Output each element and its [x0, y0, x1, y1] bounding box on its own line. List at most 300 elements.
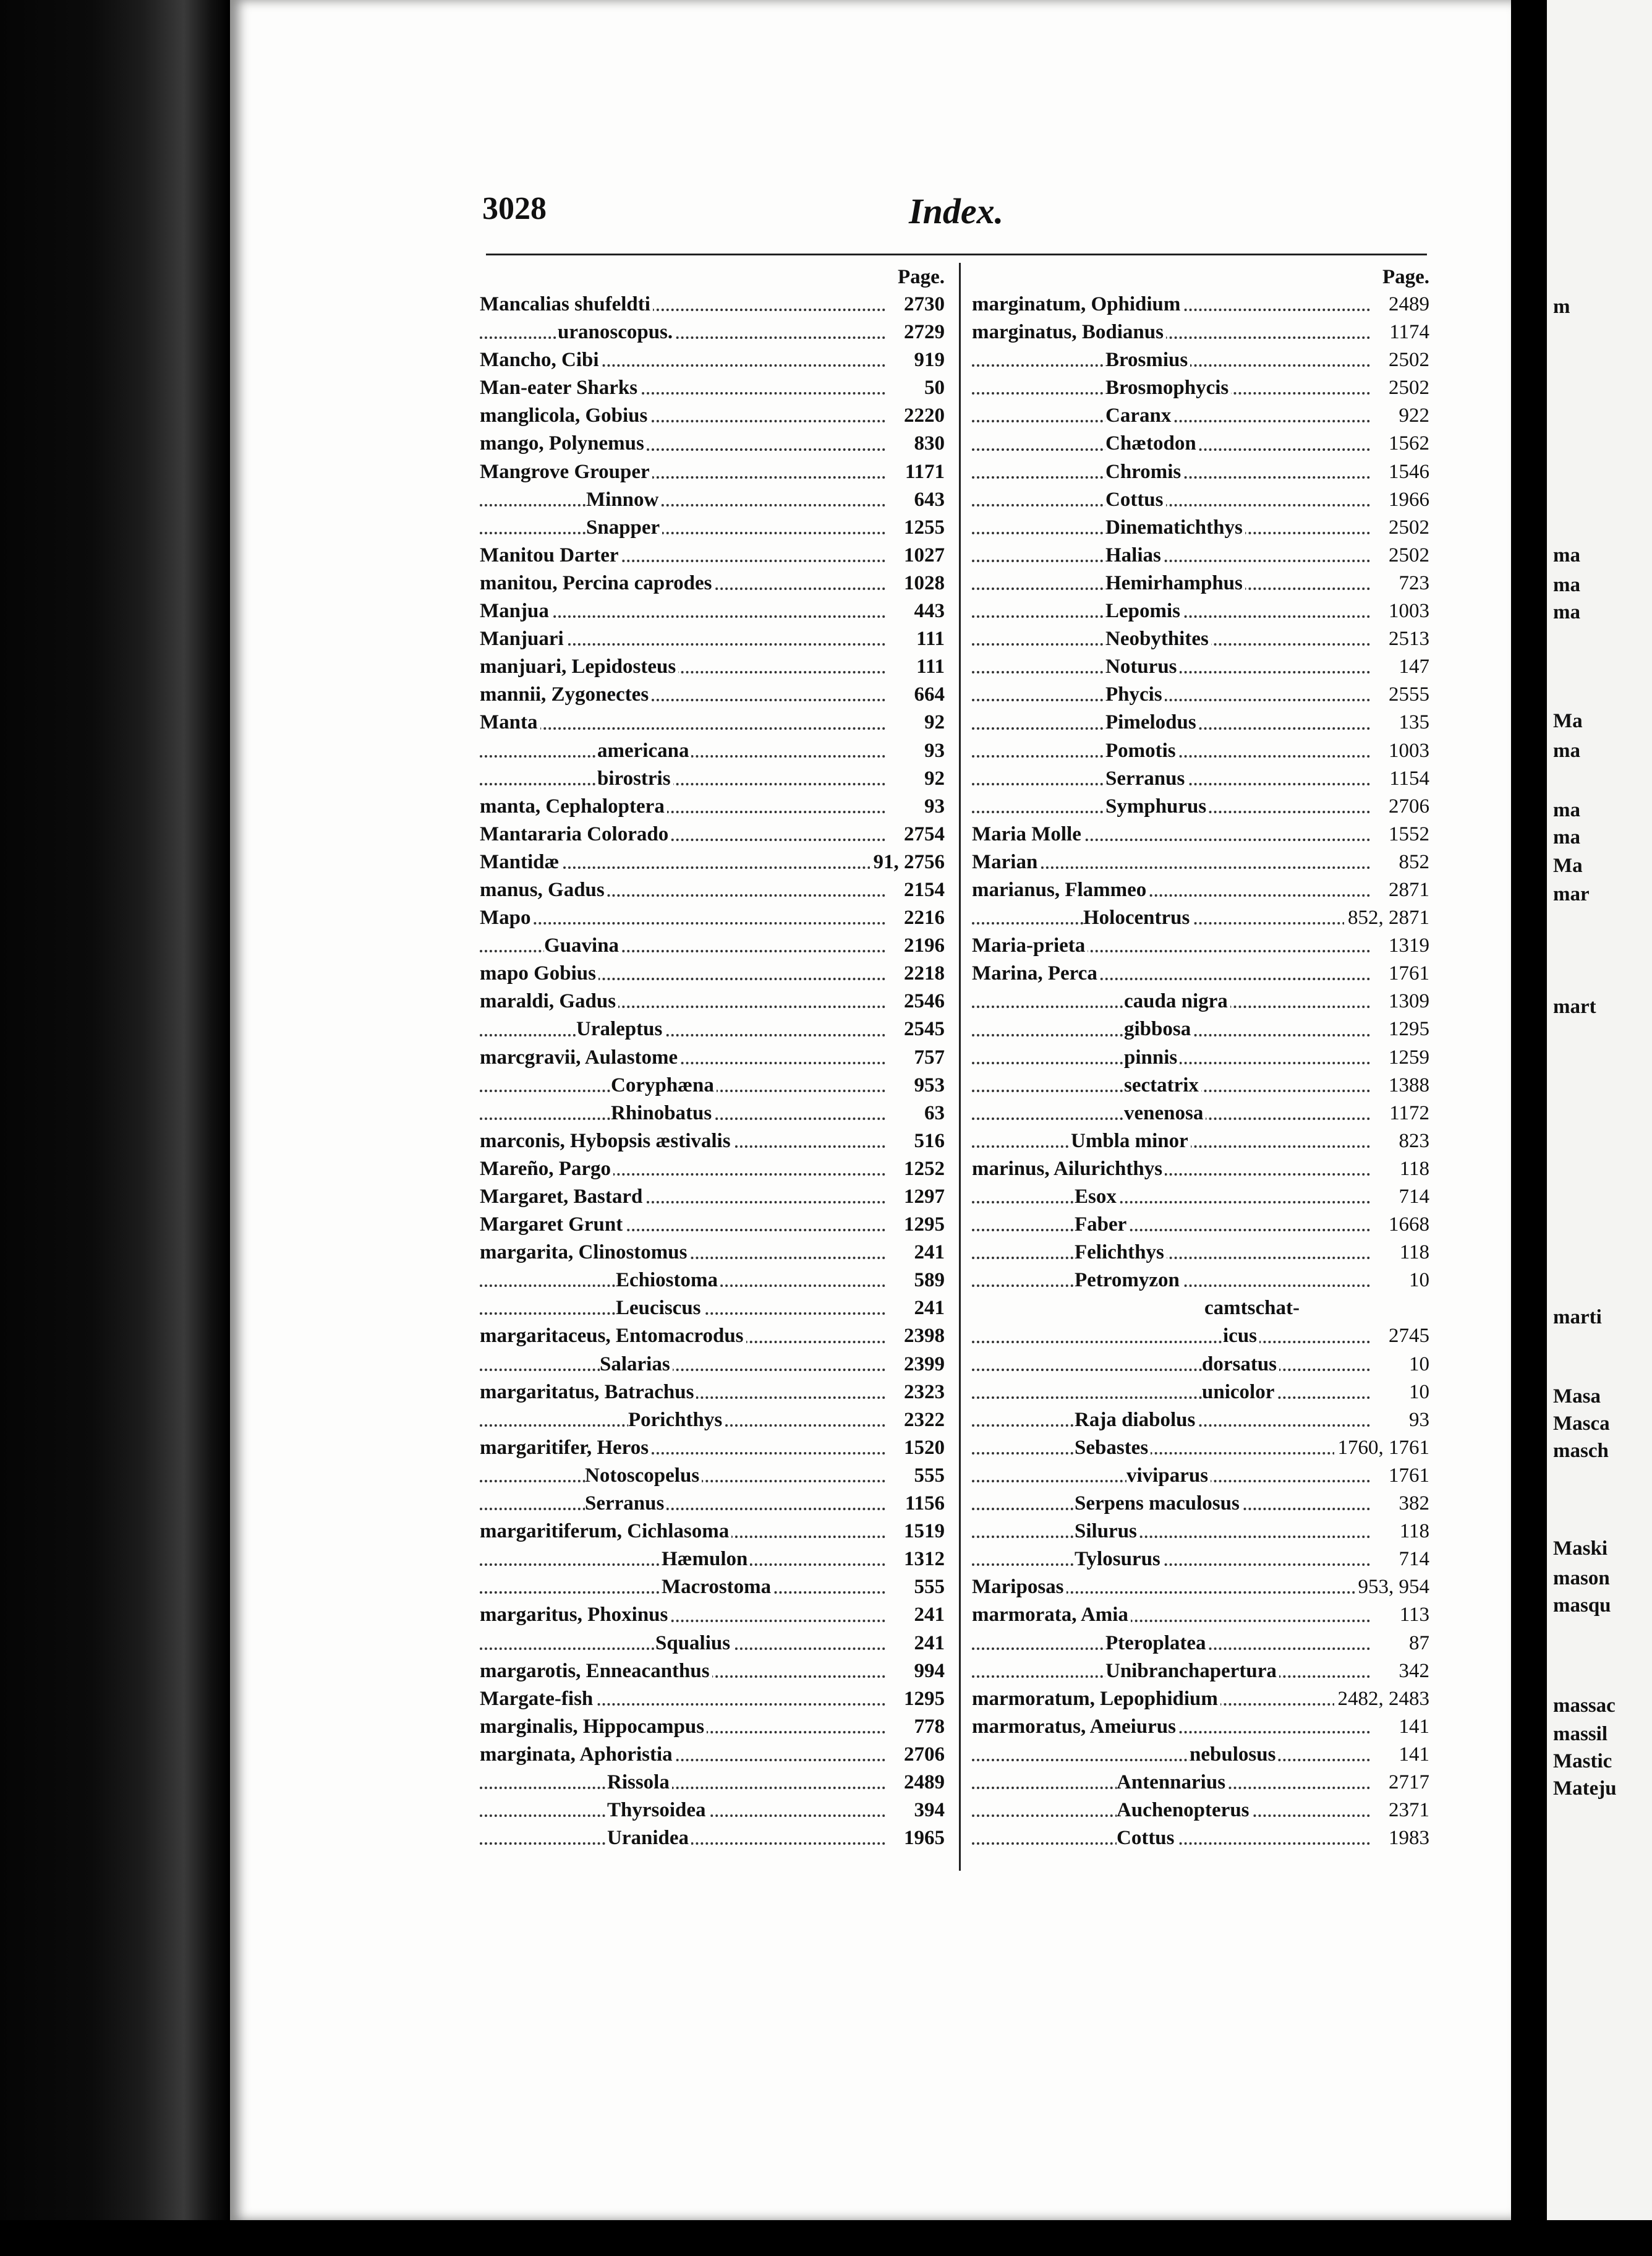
entry-name: Felichthys — [1075, 1239, 1167, 1267]
entry-name: Squalius — [655, 1630, 733, 1657]
entry-page: 2323 — [900, 1378, 945, 1406]
page-header — [482, 190, 1428, 231]
dot-leader — [972, 1759, 1370, 1761]
entry-page: 2513 — [1385, 625, 1429, 653]
index-entry — [480, 346, 945, 374]
entry-name: dorsatus — [1202, 1351, 1279, 1378]
entry-name: Mapo — [480, 904, 534, 932]
dot-leader — [480, 532, 885, 534]
index-entry — [480, 1601, 945, 1629]
index-entry — [480, 1713, 945, 1741]
entry-page: 2216 — [900, 904, 945, 932]
entry-page: 2489 — [1385, 291, 1429, 318]
scan-binding-shadow — [0, 0, 230, 2256]
index-entry — [480, 988, 945, 1015]
entry-page: 1297 — [900, 1183, 945, 1211]
entry-page: 555 — [911, 1573, 945, 1601]
dot-leader — [480, 1787, 885, 1789]
index-entry — [480, 1462, 945, 1490]
adjacent-page-fragment: mar — [1553, 883, 1590, 905]
adjacent-page-edge — [1547, 0, 1652, 2239]
entry-name: unicolor — [1202, 1378, 1277, 1406]
entry-page: 778 — [911, 1713, 945, 1741]
index-entry — [480, 1406, 945, 1434]
index-entry — [972, 1462, 1429, 1490]
dot-leader — [972, 699, 1370, 701]
entry-page: 1552 — [1385, 821, 1429, 848]
entry-name: uranoscopus. — [558, 318, 675, 346]
entry-name: pinnis — [1124, 1044, 1180, 1072]
index-entry — [972, 1183, 1429, 1211]
entry-page: 1027 — [900, 542, 945, 570]
entry-name: Mangrove Grouper — [480, 458, 652, 486]
index-entry — [972, 1518, 1429, 1545]
index-entry — [972, 1545, 1429, 1573]
entry-page: 2706 — [900, 1741, 945, 1769]
index-entry — [972, 291, 1429, 318]
entry-page: 118 — [1396, 1518, 1429, 1545]
header-rule — [486, 254, 1427, 255]
adjacent-page-fragment: Masa — [1553, 1385, 1601, 1408]
entry-page: 1295 — [900, 1685, 945, 1713]
index-entry — [972, 765, 1429, 793]
entry-page: 50 — [921, 374, 945, 402]
index-entry — [480, 737, 945, 765]
entry-page: 2502 — [1385, 514, 1429, 542]
index-entry — [972, 709, 1429, 737]
entry-name: Cottus — [1105, 486, 1166, 514]
index-entry — [480, 793, 945, 821]
index-entry — [972, 876, 1429, 904]
entry-name: manta, Cephaloptera — [480, 793, 667, 821]
column-divider — [959, 263, 961, 1871]
entry-page: 2545 — [900, 1015, 945, 1043]
dot-leader — [972, 504, 1370, 506]
adjacent-page-fragment: mart — [1553, 996, 1596, 1018]
entry-page: 2399 — [900, 1351, 945, 1378]
entry-page: 2717 — [1385, 1769, 1429, 1797]
index-entry-list — [480, 291, 945, 1852]
entry-page: 1760, 1761 — [1334, 1434, 1430, 1462]
entry-name: marmoratum, Lepophidium — [972, 1685, 1220, 1713]
entry-page: 1966 — [1385, 486, 1429, 514]
entry-page: 919 — [911, 346, 945, 374]
entry-name: Macrostoma — [662, 1573, 773, 1601]
index-entry — [972, 904, 1429, 932]
entry-page: 10 — [1405, 1267, 1429, 1294]
adjacent-page-fragment: mason — [1553, 1567, 1610, 1589]
column-heading — [480, 265, 945, 291]
entry-name: Silurus — [1075, 1518, 1139, 1545]
adjacent-page-fragment: Ma — [1553, 710, 1583, 732]
index-entry — [480, 486, 945, 514]
entry-name: Pomotis — [1105, 737, 1178, 765]
page-gutter — [1511, 0, 1547, 2256]
entry-name: americana — [597, 737, 691, 765]
entry-name: Esox — [1075, 1183, 1119, 1211]
entry-page: 241 — [911, 1239, 945, 1267]
index-entry — [480, 1044, 945, 1072]
entry-name: Margaret Grunt — [480, 1211, 625, 1239]
entry-name: icus — [1223, 1322, 1259, 1350]
index-column-left — [480, 265, 945, 1852]
index-entry — [972, 681, 1429, 709]
index-entry — [972, 430, 1429, 458]
adjacent-page-fragment: Mateju — [1553, 1777, 1617, 1800]
index-entry — [480, 1518, 945, 1545]
entry-name: Brosmius — [1105, 346, 1190, 374]
index-entry-list — [972, 291, 1429, 1852]
index-entry — [480, 458, 945, 486]
entry-name: margaritaceus, Entomacrodus — [480, 1322, 746, 1350]
entry-name: Snapper — [586, 514, 662, 542]
index-entry — [972, 1072, 1429, 1100]
entry-name: marginata, Aphoristia — [480, 1741, 675, 1769]
index-entry — [480, 1072, 945, 1100]
index-entry — [480, 291, 945, 318]
dot-leader — [480, 1369, 885, 1371]
index-entry — [480, 1322, 945, 1350]
index-entry — [480, 1239, 945, 1267]
entry-page: 141 — [1395, 1741, 1430, 1769]
entry-name: Marina, Perca — [972, 960, 1100, 988]
entry-page: 714 — [1395, 1545, 1430, 1573]
adjacent-page-fragment: marti — [1553, 1306, 1602, 1328]
entry-page: 1312 — [900, 1545, 945, 1573]
entry-page: 1174 — [1386, 318, 1429, 346]
entry-name: Thyrsoidea — [607, 1797, 709, 1824]
entry-page: 118 — [1396, 1155, 1429, 1183]
index-entry — [972, 374, 1429, 402]
index-entry — [972, 653, 1429, 681]
index-entry — [972, 793, 1429, 821]
index-entry — [480, 653, 945, 681]
entry-page: 1252 — [900, 1155, 945, 1183]
dot-leader — [972, 1536, 1370, 1538]
entry-name: Man-eater Sharks — [480, 374, 640, 402]
entry-name: marcgravii, Aulastome — [480, 1044, 680, 1072]
entry-page: 1520 — [900, 1434, 945, 1462]
dot-leader — [480, 336, 885, 339]
index-entry — [972, 1406, 1429, 1434]
entry-name: Phycis — [1105, 681, 1165, 709]
entry-page: 723 — [1395, 570, 1430, 597]
index-entry — [972, 1685, 1429, 1713]
entry-page: 10 — [1405, 1378, 1429, 1406]
entry-page: 1295 — [900, 1211, 945, 1239]
entry-name: marmoratus, Ameiurus — [972, 1713, 1178, 1741]
entry-name: Mantararia Colorado — [480, 821, 671, 848]
index-entry — [480, 1490, 945, 1518]
entry-name: margaritus, Phoxinus — [480, 1601, 670, 1629]
entry-name: sectatrix — [1124, 1072, 1201, 1100]
entry-page: 1154 — [1386, 765, 1429, 793]
index-entry — [480, 1769, 945, 1797]
entry-name: Faber — [1075, 1211, 1129, 1239]
adjacent-page-fragment: Ma — [1553, 855, 1583, 877]
entry-page: 1668 — [1385, 1211, 1429, 1239]
index-entry — [480, 1127, 945, 1155]
entry-page: 2218 — [900, 960, 945, 988]
adjacent-page-fragment: Masca — [1553, 1412, 1610, 1435]
index-entry — [480, 625, 945, 653]
index-entry — [480, 876, 945, 904]
entry-page: 2482, 2483 — [1334, 1685, 1430, 1713]
index-entry — [972, 1601, 1429, 1629]
entry-page: 757 — [911, 1044, 945, 1072]
dot-leader — [972, 1341, 1370, 1343]
entry-name: Echiostoma — [616, 1267, 720, 1294]
adjacent-page-fragment: ma — [1553, 544, 1580, 566]
entry-page: 1761 — [1385, 960, 1429, 988]
index-entry — [480, 1211, 945, 1239]
entry-page: 342 — [1395, 1657, 1430, 1685]
entry-page: 2706 — [1385, 793, 1429, 821]
entry-page: 141 — [1395, 1713, 1430, 1741]
entry-page: 1546 — [1385, 458, 1429, 486]
index-entry — [972, 1015, 1429, 1043]
index-entry — [480, 1351, 945, 1378]
index-entry — [972, 1378, 1429, 1406]
index-entry — [480, 597, 945, 625]
index-entry — [480, 430, 945, 458]
entry-name: Minnow — [586, 486, 661, 514]
index-entry — [972, 570, 1429, 597]
entry-name: marinus, Ailurichthys — [972, 1155, 1165, 1183]
entry-name: Unibranchapertura — [1105, 1657, 1279, 1685]
index-entry — [972, 514, 1429, 542]
dot-leader — [972, 560, 1370, 562]
entry-name: Coryphæna — [611, 1072, 717, 1100]
entry-page: 443 — [911, 597, 945, 625]
entry-page: 643 — [911, 486, 945, 514]
entry-name: Brosmophycis — [1105, 374, 1231, 402]
index-entry — [480, 570, 945, 597]
entry-page: 852, 2871 — [1344, 904, 1429, 932]
entry-name: manglicola, Gobius — [480, 402, 650, 430]
entry-name: Noturus — [1105, 653, 1180, 681]
entry-page: 1519 — [900, 1518, 945, 1545]
entry-page: 91, 2756 — [870, 848, 945, 876]
dot-leader — [480, 922, 885, 925]
entry-page: 2371 — [1385, 1797, 1429, 1824]
index-entry — [972, 1741, 1429, 1769]
index-entry — [972, 1490, 1429, 1518]
entry-name: Halias — [1105, 542, 1164, 570]
entry-page: 10 — [1405, 1351, 1429, 1378]
index-entry — [480, 1155, 945, 1183]
adjacent-page-fragment: Maski — [1553, 1537, 1608, 1560]
entry-name: Cottus — [1117, 1824, 1177, 1852]
entry-name: margaritifer, Heros — [480, 1434, 651, 1462]
entry-name: camtschat- — [1204, 1294, 1302, 1322]
entry-name: marginalis, Hippocampus — [480, 1713, 707, 1741]
index-entry — [972, 318, 1429, 346]
adjacent-page-fragment: ma — [1553, 601, 1580, 623]
adjacent-page-fragment: ma — [1553, 740, 1580, 762]
index-entry — [972, 1797, 1429, 1824]
entry-name: manitou, Percina caprodes — [480, 570, 715, 597]
entry-page: 1156 — [901, 1490, 945, 1518]
index-entry — [972, 737, 1429, 765]
entry-name: Tylosurus — [1075, 1545, 1163, 1573]
entry-name: birostris — [597, 765, 673, 793]
entry-name: Chromis — [1105, 458, 1183, 486]
entry-name: Guavina — [544, 932, 621, 960]
entry-page: 2322 — [900, 1406, 945, 1434]
entry-name: Chætodon — [1105, 430, 1199, 458]
entry-page: 1761 — [1385, 1462, 1429, 1490]
entry-page: 118 — [1396, 1239, 1429, 1267]
entry-page: 664 — [911, 681, 945, 709]
index-entry — [480, 318, 945, 346]
entry-page: 953 — [911, 1072, 945, 1100]
entry-name: Uraleptus — [576, 1015, 665, 1043]
entry-name: Raja diabolus — [1075, 1406, 1198, 1434]
entry-name: Notoscopelus — [585, 1462, 702, 1490]
page-title: Index. — [909, 191, 1004, 231]
entry-page: 2754 — [900, 821, 945, 848]
index-entry — [480, 960, 945, 988]
entry-name: Neobythites — [1105, 625, 1211, 653]
entry-page: 922 — [1395, 402, 1430, 430]
adjacent-page-fragment: ma — [1553, 574, 1580, 596]
index-entry — [972, 1769, 1429, 1797]
dot-leader — [972, 1452, 1370, 1455]
entry-name: Hemirhamphus — [1105, 570, 1245, 597]
entry-page: 93 — [921, 793, 945, 821]
index-entry — [972, 1573, 1429, 1601]
entry-name: Manjuari — [480, 625, 566, 653]
index-entry — [972, 1211, 1429, 1239]
entry-page: 1003 — [1385, 597, 1429, 625]
entry-name: Serranus — [585, 1490, 666, 1518]
entry-name: nebulosus — [1190, 1741, 1278, 1769]
entry-page: 1983 — [1385, 1824, 1429, 1852]
index-entry — [972, 1322, 1429, 1350]
index-entry — [480, 1545, 945, 1573]
entry-page: 2502 — [1385, 374, 1429, 402]
entry-page: 394 — [911, 1797, 945, 1824]
entry-name: Lepomis — [1105, 597, 1183, 625]
entry-name: gibbosa — [1124, 1015, 1193, 1043]
entry-name: margaritatus, Batrachus — [480, 1378, 696, 1406]
index-entry — [972, 542, 1429, 570]
entry-name: Porichthys — [628, 1406, 725, 1434]
entry-name: Auchenopterus — [1117, 1797, 1252, 1824]
entry-page: 382 — [1395, 1490, 1430, 1518]
entry-page: 953, 954 — [1355, 1573, 1430, 1601]
index-entry — [480, 1657, 945, 1685]
index-entry — [972, 1127, 1429, 1155]
index-entry — [480, 932, 945, 960]
entry-page: 147 — [1395, 653, 1430, 681]
entry-page: 1028 — [900, 570, 945, 597]
entry-name: Holocentrus — [1083, 904, 1192, 932]
entry-page: 111 — [913, 653, 945, 681]
entry-name: Hæmulon — [662, 1545, 750, 1573]
entry-name: Mancalias shufeldti — [480, 291, 653, 318]
entry-page: 714 — [1395, 1183, 1430, 1211]
entry-page: 2729 — [900, 318, 945, 346]
entry-page: 1003 — [1385, 737, 1429, 765]
entry-page: 1319 — [1385, 932, 1429, 960]
entry-name: Sebastes — [1075, 1434, 1151, 1462]
index-entry — [480, 1015, 945, 1043]
index-entry — [480, 1100, 945, 1127]
entry-name: Margaret, Bastard — [480, 1183, 645, 1211]
entry-name: Umbla minor — [1071, 1127, 1191, 1155]
adjacent-page-fragment: ma — [1553, 826, 1580, 848]
index-entry — [480, 904, 945, 932]
entry-name: Margate-fish — [480, 1685, 595, 1713]
entry-page: 241 — [911, 1601, 945, 1629]
adjacent-page-fragment: m — [1553, 296, 1570, 318]
index-entry — [480, 709, 945, 737]
entry-name: mapo Gobius — [480, 960, 598, 988]
entry-name: mango, Polynemus — [480, 430, 647, 458]
entry-page: 830 — [911, 430, 945, 458]
index-entry — [480, 1797, 945, 1824]
index-entry — [480, 1573, 945, 1601]
dot-leader — [972, 1257, 1370, 1259]
entry-page: 2871 — [1385, 876, 1429, 904]
dot-leader — [972, 1396, 1370, 1399]
entry-page: 1562 — [1385, 430, 1429, 458]
entry-page: 1309 — [1385, 988, 1429, 1015]
dot-leader — [480, 783, 885, 785]
entry-page: 87 — [1405, 1630, 1429, 1657]
dot-leader — [972, 1563, 1370, 1566]
entry-page: 2730 — [900, 291, 945, 318]
entry-page: 589 — [911, 1267, 945, 1294]
entry-page: 92 — [921, 765, 945, 793]
index-entry — [480, 1294, 945, 1322]
entry-page: 1172 — [1386, 1100, 1429, 1127]
entry-page: 1295 — [1385, 1015, 1429, 1043]
entry-name: margarita, Clinostomus — [480, 1239, 689, 1267]
entry-page: 241 — [911, 1630, 945, 1657]
entry-name: Manitou Darter — [480, 542, 621, 570]
entry-page: 2555 — [1385, 681, 1429, 709]
entry-name: Manjua — [480, 597, 551, 625]
entry-page: 111 — [913, 625, 945, 653]
entry-page: 241 — [911, 1294, 945, 1322]
index-entry — [972, 960, 1429, 988]
entry-name: Uranidea — [607, 1824, 691, 1852]
entry-name: Maria Molle — [972, 821, 1084, 848]
dot-leader — [480, 950, 885, 952]
entry-name: Serranus — [1105, 765, 1187, 793]
entry-page: 994 — [911, 1657, 945, 1685]
entry-name: Manta — [480, 709, 540, 737]
entry-page: 2489 — [900, 1769, 945, 1797]
index-entry — [972, 1239, 1429, 1267]
entry-page: 2502 — [1385, 542, 1429, 570]
index-entry — [972, 1434, 1429, 1462]
index-entry — [972, 932, 1429, 960]
entry-name: marginatum, Ophidium — [972, 291, 1183, 318]
index-entry — [972, 1044, 1429, 1072]
entry-page: 823 — [1395, 1127, 1430, 1155]
entry-page: 2196 — [900, 932, 945, 960]
adjacent-page-fragment: Mastic — [1553, 1750, 1612, 1772]
index-entry — [972, 486, 1429, 514]
index-entry — [480, 1630, 945, 1657]
entry-name: Leuciscus — [616, 1294, 704, 1322]
entry-name: cauda nigra — [1124, 988, 1230, 1015]
index-entry — [972, 848, 1429, 876]
